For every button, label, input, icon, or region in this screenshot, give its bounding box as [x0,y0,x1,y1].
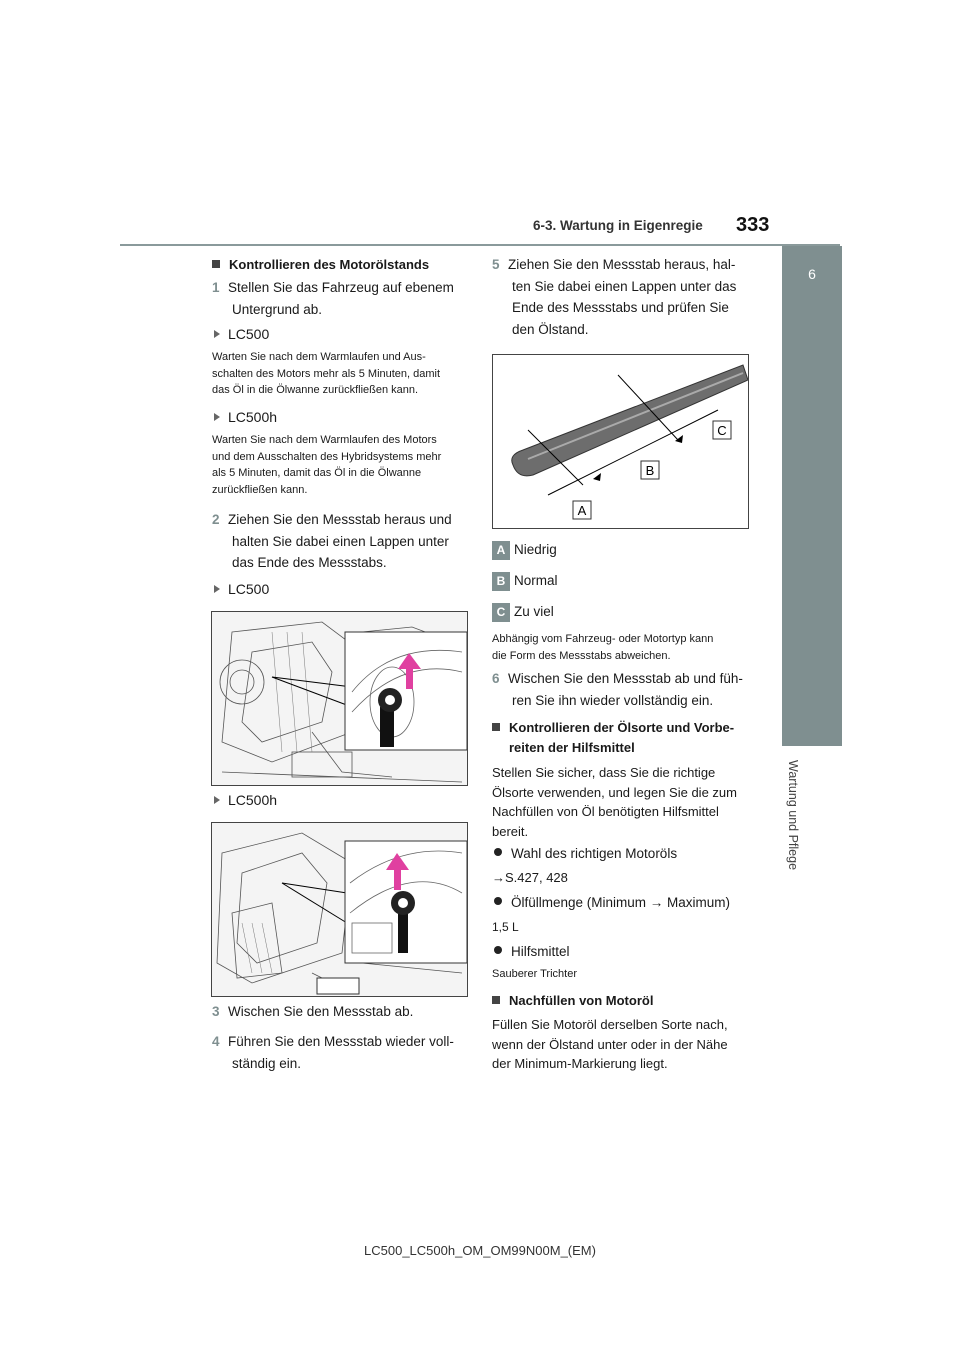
engine-illustration-hybrid [212,823,468,997]
chapter-label: Wartung und Pflege [786,760,800,871]
figure-label-b: B [645,463,655,478]
step-3: 3 Wischen Sie den Messstab ab. [212,1004,414,1019]
square-bullet-icon [492,723,500,731]
dot-bullet-icon [494,897,502,905]
engine-illustration [212,612,468,786]
ref-pages: →S.427, 428 [492,870,568,885]
dot-bullet-icon [494,848,502,856]
figure-label-c: C [717,423,727,438]
section-title: 6-3. Wartung in Eigenregie [533,218,703,233]
step-5: 5 Ziehen Sie den Messstab heraus, hal- ten Sie dabei einen Lappen unter das Ende des Messstabs und prüfen Sie den Ölstand. [492,257,737,337]
heading-oil-type: Kontrollieren der Ölsorte und Vorbe- reiten der Hilfsmittel [492,718,734,758]
square-bullet-icon [492,996,500,1004]
heading-oil-level: Kontrollieren des Motorölstands [212,255,429,275]
triangle-bullet-icon [214,413,220,421]
chapter-number: 6 [808,266,816,282]
bullet-oil-capacity: Ölfüllmenge (Minimum → Maximum) [494,892,730,914]
chapter-tab [782,246,842,746]
legend-b: B Normal [492,570,558,592]
step-6: 6 Wischen Sie den Messstab ab und füh- ren Sie ihn wieder vollständig ein. [492,671,743,708]
bullet-oil-choice: Wahl des richtigen Motoröls [494,843,677,865]
note-dipstick-shape: Abhängig vom Fahrzeug- oder Motortyp kann die Form des Messstabs abweichen. [492,633,714,662]
engine-figure-lc500h [211,822,468,997]
legend-a: A Niedrig [492,539,557,561]
page-number: 333 [736,214,770,236]
paragraph-refill: Füllen Sie Motoröl derselben Sorte nach, wenn der Ölstand unter oder in der Nähe der Minimum-Markierung liegt. [492,1017,728,1071]
variant-lc500-2: LC500 [214,579,269,601]
document-code: LC500_LC500h_OM_OM99N00M_(EM) [364,1243,596,1258]
header-rule [120,244,840,246]
square-bullet-icon [212,260,220,268]
step-4: 4 Führen Sie den Messstab wieder voll- ständig ein. [212,1034,454,1071]
note-lc500h: Warten Sie nach dem Warmlaufen des Motors und dem Ausschalten des Hybridsystems mehr als 5 Minuten, damit das Öl in die Ölwanne zurückfließen kann. [212,434,442,496]
figure-label-a: A [577,503,587,518]
tools-value: Sauberer Trichter [492,968,577,980]
dipstick-illustration [493,355,749,529]
bullet-tools: Hilfsmittel [494,941,570,963]
heading-refill: Nachfüllen von Motoröl [492,991,653,1011]
engine-figure-lc500 [211,611,468,786]
oil-capacity-value: 1,5 L [492,920,519,934]
step-1: 1 Stellen Sie das Fahrzeug auf ebenem Untergrund ab. [212,280,454,317]
note-lc500: Warten Sie nach dem Warmlaufen und Aus- schalten des Motors mehr als 5 Minuten, damit das Öl in die Ölwanne zurückfließen kann. [212,351,441,396]
variant-lc500: LC500 [214,324,269,346]
variant-lc500h: LC500h [214,407,277,429]
step-2: 2 Ziehen Sie den Messstab heraus und halten Sie dabei einen Lappen unter das Ende des Messstabs. [212,512,452,570]
variant-lc500h-2: LC500h [214,790,277,812]
paragraph-oil-type: Stellen Sie sicher, dass Sie die richtige Ölsorte verwenden, und legen Sie die zum Nachfüllen von Öl benötigten Hilfsmittel bereit. [492,765,737,839]
dot-bullet-icon [494,946,502,954]
triangle-bullet-icon [214,585,220,593]
dipstick-figure [492,354,749,529]
triangle-bullet-icon [214,796,220,804]
legend-c: C Zu viel [492,601,554,623]
triangle-bullet-icon [214,330,220,338]
